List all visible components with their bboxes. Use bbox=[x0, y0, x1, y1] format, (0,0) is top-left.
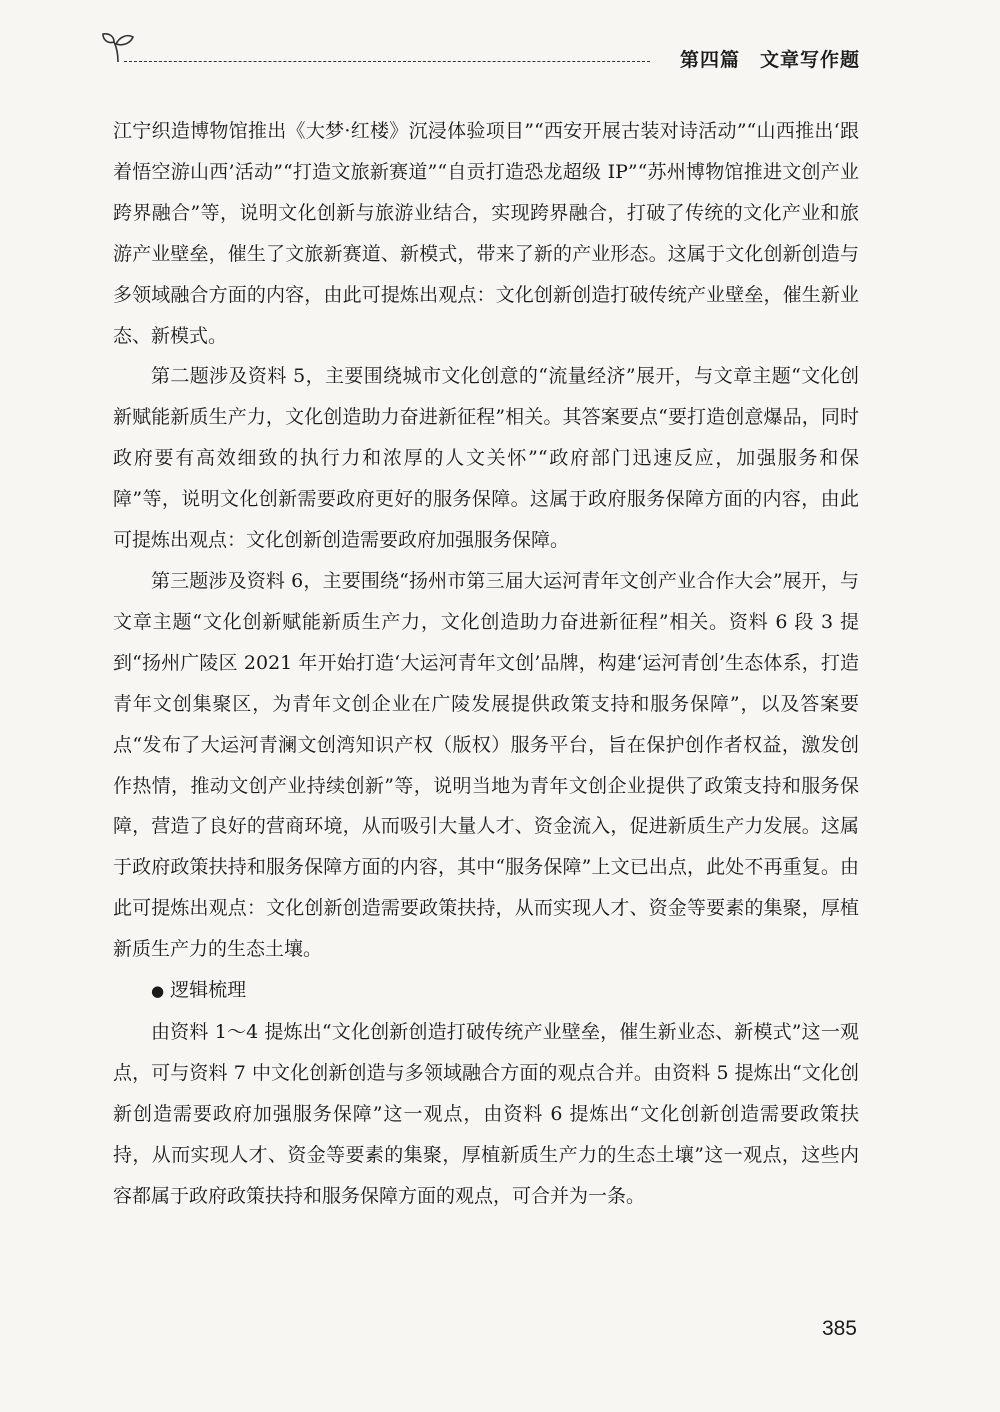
paragraph-question-2: 第二题涉及资料 5，主要围绕城市文化创意的“流量经济”展开，与文章主题“文化创新赋能新质生产力，文化创造助力奋进新征程”相关。其答案要点“要打造创意爆品，同时政府要有高效细致的执行力和浓厚的人文关怀”“政府部门迅速反应，加强服务和保障”等，说明文化创新需要政府更好的服务保障。这属于政府服务保障方面的内容，由此可提炼出观点：文化创新创造需要政府加强服务保障。 bbox=[113, 365, 859, 552]
bullet-icon: ● bbox=[151, 982, 165, 1001]
header-chapter: 文章写作题 bbox=[759, 49, 860, 71]
section-heading-logic bbox=[113, 970, 859, 1012]
main-content bbox=[113, 111, 859, 1216]
paragraph-question-3: 第三题涉及资料 6，主要围绕“扬州市第三届大运河青年文创产业合作大会”展开，与文章主题“文化创新赋能新质生产力，文化创造助力奋进新征程”相关。资料 6 段 3 提到“扬州广陵区 2021 年开始打造‘大运河青年文创’品牌，构建‘运河青创’生态体系，打造青年文创集聚区，为青年文创企业在广陵发展提供政策支持和服务保障”，以及答案要点“发布了大运河青澜文创湾知识产权（版权）服务平台，旨在保护创作者权益，激发创作热情，推动文创产业持续创新”等，说明当地为青年文创企业提供了政策支持和服务保障，营造了良好的营商环境，从而吸引大量人才、资金流入，促进新质生产力发展。这属于政府政策扶持和服务保障方面的内容，其中“服务保障”上文已出点，此处不再重复。由此可提炼出观点：文化创新创造需要政策扶持，从而实现人才、资金等要素的集聚，厚植新质生产力的生态土壤。 bbox=[113, 569, 859, 961]
section-heading-label: 逻辑梳理 bbox=[170, 979, 247, 1002]
paragraph-materials-1-4: 江宁织造博物馆推出《大梦·红楼》沉浸体验项目”“西安开展古装对诗活动”“山西推出‘跟着悟空游山西’活动”“打造文旅新赛道”“自贡打造恐龙超级 IP”“苏州博物馆推进文创产业跨界融合”等，说明文化创新与旅游业结合，实现跨界融合，打破了传统的文化产业和旅游产业壁垒，催生了文旅新赛道、新模式，带来了新的产业形态。这属于文化创新创造与多领域融合方面的内容，由此可提炼出观点：文化创新创造打破传统产业壁垒，催生新业态、新模式。 bbox=[113, 120, 859, 347]
header-divider bbox=[124, 61, 650, 62]
sprout-icon bbox=[100, 28, 136, 64]
header-part: 第四篇 bbox=[679, 49, 740, 71]
page-header bbox=[100, 28, 860, 78]
page-number: 385 bbox=[821, 1317, 857, 1340]
header-section-title bbox=[680, 45, 860, 72]
paragraph-logic-summary: 由资料 1～4 提炼出“文化创新创造打破传统产业壁垒，催生新业态、新模式”这一观点，可与资料 7 中文化创新创造与多领域融合方面的观点合并。由资料 5 提炼出“文化创新创造需要政府加强服务保障”这一观点，由资料 6 提炼出“文化创新创造需要政策扶持，从而实现人才、资金等要素的集聚，厚植新质生产力的生态土壤”这一观点，这些内容都属于政府政策扶持和服务保障方面的观点，可合并为一条。 bbox=[113, 1020, 859, 1207]
